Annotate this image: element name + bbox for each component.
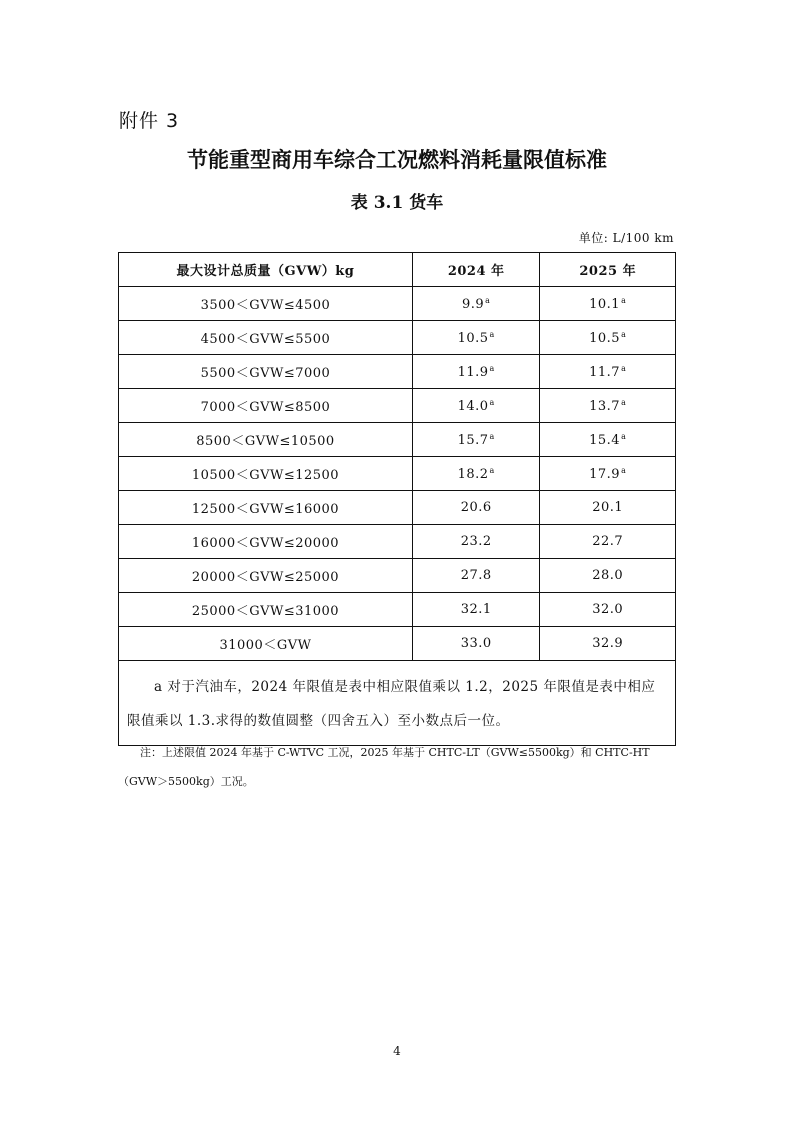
footnote-marker: a [489,363,495,373]
footnote-marker: a [621,397,627,407]
footnote-row [119,661,676,746]
gvw-range-cell: 10500＜GVW≤12500 [119,457,413,491]
table-row [119,525,676,559]
table-row [119,287,676,321]
limit-2025-cell [540,491,676,525]
limit-value: 13.7 [589,398,621,414]
footnote-marker: a [489,329,495,339]
limit-2024-cell [412,457,540,491]
limit-value: 11.9 [457,364,489,380]
limit-value: 14.0 [457,398,489,414]
limit-2025-cell [540,593,676,627]
table-row [119,593,676,627]
limit-2024-cell [412,287,540,321]
gvw-range-cell: 3500＜GVW≤4500 [119,287,413,321]
gvw-range-cell: 20000＜GVW≤25000 [119,559,413,593]
limit-value: 23.2 [460,534,492,549]
limit-value: 15.7 [457,432,489,448]
limit-value: 11.7 [589,364,621,380]
limit-2025-cell [540,423,676,457]
page-number: 4 [393,1044,401,1058]
limit-value: 22.7 [592,534,624,549]
table-row [119,355,676,389]
limit-2025-cell [540,389,676,423]
table-row [119,321,676,355]
limit-2024-cell [412,321,540,355]
limit-2024-cell [412,593,540,627]
footnote-marker: a [489,431,495,441]
limit-value: 9.9 [461,296,485,312]
footnote-marker: a [489,397,495,407]
limit-value: 17.9 [589,466,621,482]
limit-value: 10.5 [589,330,621,346]
limit-value: 32.0 [592,602,624,617]
limit-2025-cell [540,287,676,321]
footnote-marker: a [621,363,627,373]
limit-value: 20.6 [460,500,492,515]
limit-2024-cell [412,559,540,593]
limit-value: 32.9 [592,636,624,651]
limit-2025-cell [540,321,676,355]
footnote-marker: a [621,431,627,441]
limit-2024-cell [412,355,540,389]
limit-2024-cell [412,423,540,457]
footnote-marker: a [621,329,627,339]
footnote-marker: a [489,465,495,475]
limit-value: 10.5 [457,330,489,346]
limit-value: 20.1 [592,500,624,515]
limit-value: 32.1 [460,602,492,617]
gvw-range-cell: 5500＜GVW≤7000 [119,355,413,389]
limit-2024-cell [412,491,540,525]
gvw-range-cell: 8500＜GVW≤10500 [119,423,413,457]
gvw-range-cell: 7000＜GVW≤8500 [119,389,413,423]
table-row [119,491,676,525]
limit-2024-cell [412,627,540,661]
limit-2024-cell [412,525,540,559]
limit-2025-cell [540,627,676,661]
table-header-row [119,253,676,287]
table-row [119,559,676,593]
limit-value: 15.4 [589,432,621,448]
footnote-marker: a [621,295,627,305]
limit-value: 33.0 [460,636,492,651]
limit-2025-cell [540,559,676,593]
gvw-range-cell: 25000＜GVW≤31000 [119,593,413,627]
gvw-range-cell: 31000＜GVW [119,627,413,661]
fuel-limit-table [118,252,676,746]
limit-2025-cell [540,457,676,491]
limit-value: 18.2 [457,466,489,482]
limit-value: 28.0 [592,568,624,583]
table-caption: 表 3.1 货车 [350,193,444,213]
document-title: 节能重型商用车综合工况燃料消耗量限值标准 [187,147,607,172]
unit-label: 单位: L/100 km [578,231,674,245]
limit-2025-cell [540,525,676,559]
attachment-label: 附件 3 [119,110,180,132]
table-footnote: a 对于汽油车，2024 年限值是表中相应限值乘以 1.2，2025 年限值是表中相应限值乘以 1.3.求得的数值圆整（四舍五入）至小数点后一位。 [119,661,676,746]
table-row [119,457,676,491]
table-row [119,423,676,457]
gvw-range-cell: 4500＜GVW≤5500 [119,321,413,355]
limit-value: 27.8 [460,568,492,583]
table-row [119,627,676,661]
limit-value: 10.1 [589,296,621,312]
header-2025: 2025 年 [540,253,676,287]
table-row [119,389,676,423]
header-gvw: 最大设计总质量（GVW）kg [119,253,413,287]
note-text: 注：上述限值 2024 年基于 C-WTVC 工况，2025 年基于 CHTC-LT（GVW≤5500kg）和 CHTC-HT（GVW＞5500kg）工况。 [118,746,650,788]
gvw-range-cell: 16000＜GVW≤20000 [119,525,413,559]
footnote-marker: a [485,295,491,305]
table-body [119,287,676,661]
limit-2025-cell [540,355,676,389]
header-2024: 2024 年 [412,253,540,287]
limit-2024-cell [412,389,540,423]
gvw-range-cell: 12500＜GVW≤16000 [119,491,413,525]
footnote-marker: a [621,465,627,475]
